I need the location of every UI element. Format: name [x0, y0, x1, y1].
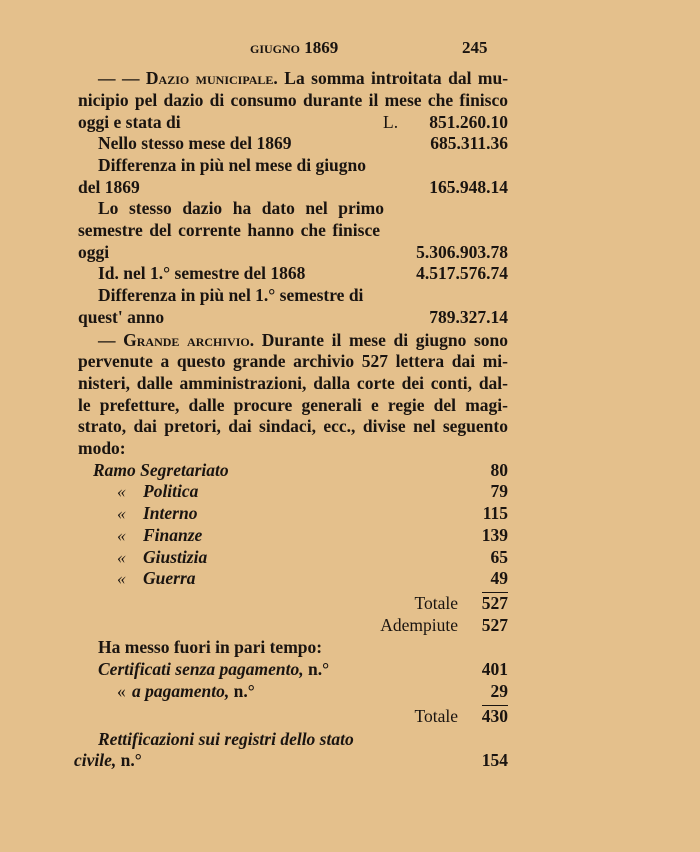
text-line: nisteri, dalle amministrazioni, dalla corte dei conti, dal-	[78, 373, 508, 393]
total-row: Totale 527	[414, 593, 508, 613]
ramo-row: « Politica 79	[117, 481, 508, 501]
text-line: le prefetture, dalle procure generali e regie del magi-	[78, 395, 508, 415]
total-row: Totale 430	[414, 706, 508, 726]
text-line: Rettificazioni sui registri dello stato	[98, 729, 354, 749]
ramo-row: « Giustizia 65	[117, 547, 508, 567]
running-title: giugno 1869	[250, 38, 339, 57]
text-line: Differenza in più nel 1.° semestre di	[98, 285, 364, 305]
adempiute-row: Adempiute 527	[380, 615, 508, 635]
section-heading: Dazio municipale.	[145, 68, 278, 88]
text-line: Ha messo fuori in pari tempo:	[98, 637, 323, 657]
rett-row: civile, n.° 154	[74, 750, 508, 770]
text-line: Nello stesso mese del 1869 685.311.36	[98, 133, 508, 153]
text-line: del 1869 165.948.14	[78, 177, 508, 197]
text-line: — Grande archivio. Durante il mese di giugno sono	[98, 330, 509, 350]
cert-row: « a pagamento, n.° 29	[117, 681, 508, 701]
ramo-row: « Finanze 139	[117, 525, 508, 545]
text-line: strato, dai pretori, dai sindaci, ecc., divise nel seguento	[78, 416, 508, 436]
text-line: semestre del corrente hanno che finisce	[78, 220, 380, 240]
section-heading: Grande archivio.	[123, 330, 255, 350]
text-line: nicipio pel dazio di consumo durante il mese che finisco	[78, 90, 508, 110]
text-line: oggi 5.306.903.78	[78, 242, 508, 262]
text-line: quest' anno 789.327.14	[78, 307, 508, 327]
ramo-row: « Interno 115	[117, 503, 508, 523]
text-line: modo:	[78, 438, 126, 458]
page-number: 245	[462, 38, 488, 57]
text-line: Lo stesso dazio ha dato nel primo	[98, 198, 384, 218]
ramo-row: « Guerra 49	[117, 568, 508, 588]
cert-row: Certificati senza pagamento, n.° 401	[98, 659, 508, 679]
text-line: oggi e stata di L. 851.260.10	[78, 112, 508, 132]
text-line: Differenza in più nel mese di giugno	[98, 155, 367, 175]
text-line: pervenute a questo grande archivio 527 lettera dai mi-	[78, 351, 508, 371]
text-line: — — Dazio municipale. La somma introitata dal mu-	[98, 68, 509, 88]
text-line: Id. nel 1.° semestre del 1868 4.517.576.74	[98, 263, 508, 283]
ramo-row: Ramo Segretariato 80	[93, 460, 508, 480]
